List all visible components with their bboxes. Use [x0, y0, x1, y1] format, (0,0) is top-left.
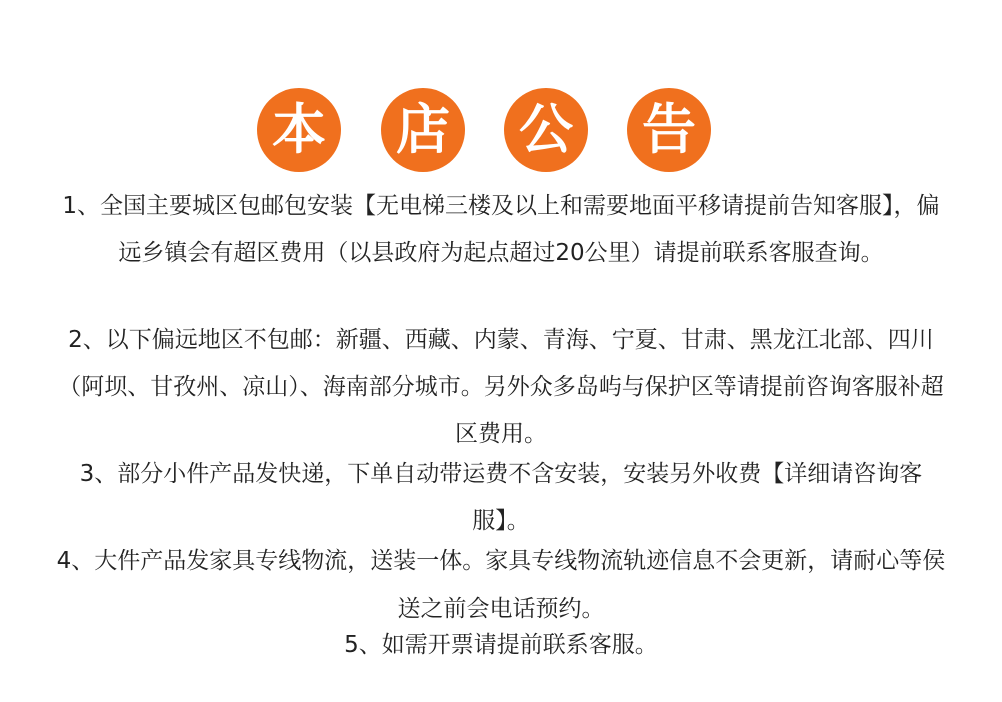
announcement-title	[0, 88, 1002, 178]
notice-item-1: 1、全国主要城区包邮包安装【无电梯三楼及以上和需要地面平移请提前告知客服】，偏远乡镇会有超区费用（以县政府为起点超过20公里）请提前联系客服查询。	[62, 193, 940, 266]
title-circle-char: 公	[504, 88, 588, 172]
notice-item-3: 3、部分小件产品发快递，下单自动带运费不含安装，安装另外收费【详细请咨询客服】。	[79, 461, 923, 534]
title-circle-char: 告	[627, 88, 711, 172]
title-circle-char: 店	[381, 88, 465, 172]
notice-item-4: 4、大件产品发家具专线物流，送装一体。家具专线物流轨迹信息不会更新，请耐心等侯送之前会电话预约。	[56, 548, 946, 622]
notice-item-5: 5、如需开票请提前联系客服。	[344, 632, 658, 658]
notice-item-2: 2、以下偏远地区不包邮：新疆、西藏、内蒙、青海、宁夏、甘肃、黑龙江北部、四川（阿坝、甘孜州、凉山）、海南部分城市。另外众多岛屿与保护区等请提前咨询客服补超区费用。	[58, 327, 944, 447]
title-circle-char: 本	[257, 88, 341, 172]
